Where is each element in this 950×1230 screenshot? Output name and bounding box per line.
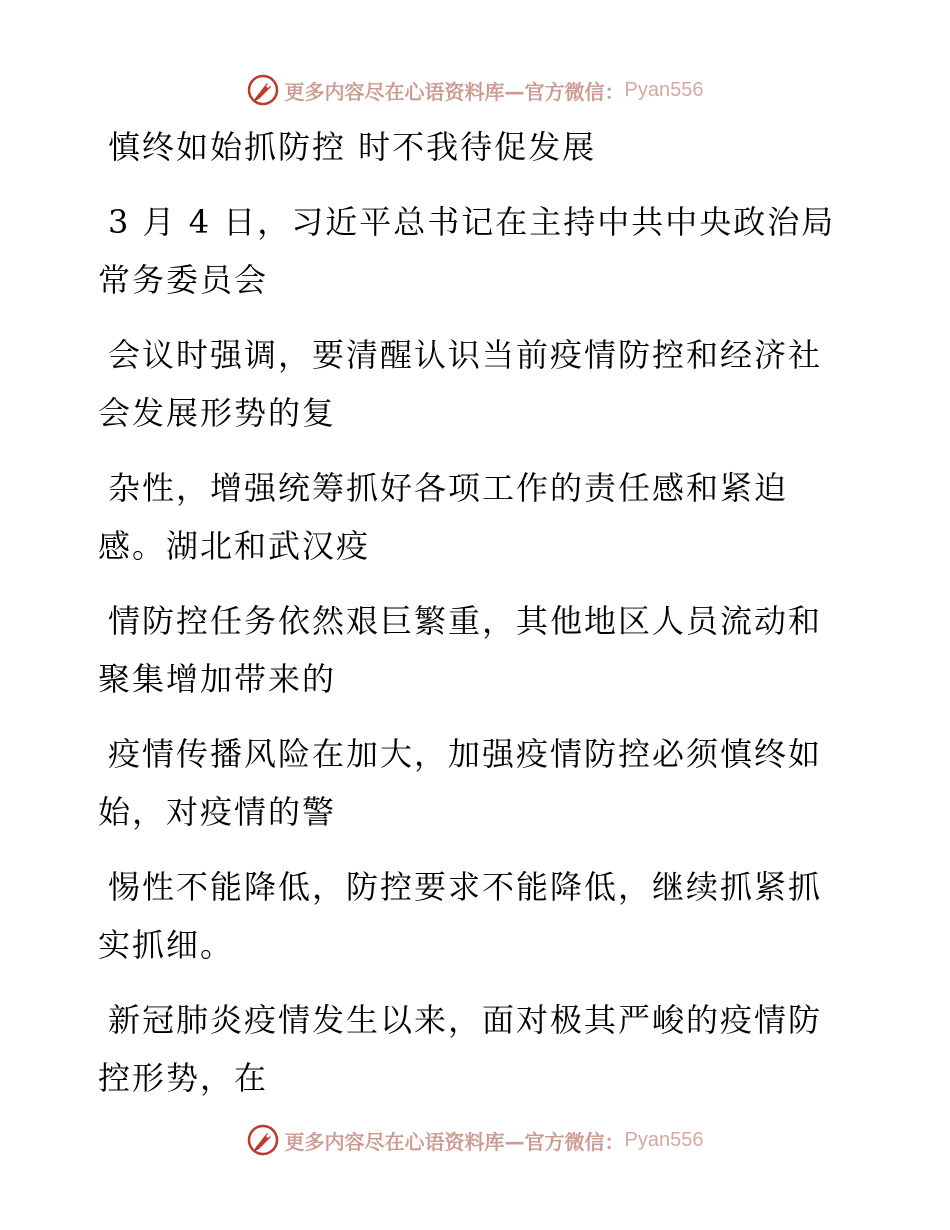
paragraph-line: 聚集增加带来的 (98, 660, 337, 698)
paragraph (98, 193, 850, 309)
paragraph-line: 会议时强调，要清醒认识当前疫情防控和经济社 (108, 336, 823, 374)
paragraph-line: 杂性，增强统筹抓好各项工作的责任感和紧迫 (108, 469, 789, 507)
paragraph-line: 3 月 4 日，习近平总书记在主持中共中央政治局 (108, 203, 836, 241)
paragraph-line: 实抓细。 (98, 926, 235, 964)
banner-text: 更多内容尽在心语资料库—官方微信： (284, 79, 625, 104)
pen-nib-logo-icon (247, 74, 279, 106)
paragraph-line: 新冠肺炎疫情发生以来，面对极其严峻的疫情防 (108, 1001, 823, 1039)
paragraph-line: 常务委员会 (98, 261, 269, 299)
document-title (98, 118, 850, 176)
pen-nib-logo-icon (247, 1124, 279, 1156)
paragraph (98, 991, 850, 1107)
document-body (98, 118, 850, 1124)
paragraph (98, 459, 850, 575)
paragraph-line: 会发展形势的复 (98, 394, 337, 432)
paragraph (98, 592, 850, 708)
banner-text: 更多内容尽在心语资料库—官方微信： (284, 1129, 625, 1154)
paragraph-line: 惕性不能降低，防控要求不能降低，继续抓紧抓 (108, 868, 823, 906)
paragraph-line: 控形势，在 (98, 1059, 269, 1097)
paragraph-line: 慎终如始抓防控 时不我待促发展 (108, 128, 597, 166)
paragraph-line: 疫情传播风险在加大，加强疫情防控必须慎终如 (108, 735, 823, 773)
header-banner (0, 70, 950, 110)
footer-banner (0, 1120, 950, 1160)
wechat-id: Pyan556 (624, 78, 704, 101)
paragraph-line: 始，对疫情的警 (98, 793, 337, 831)
paragraph-line: 情防控任务依然艰巨繁重，其他地区人员流动和 (108, 602, 823, 640)
paragraph-line: 感。湖北和武汉疫 (98, 527, 371, 565)
paragraph (98, 725, 850, 841)
paragraph (98, 326, 850, 442)
wechat-id: Pyan556 (624, 1128, 704, 1151)
paragraph (98, 858, 850, 974)
